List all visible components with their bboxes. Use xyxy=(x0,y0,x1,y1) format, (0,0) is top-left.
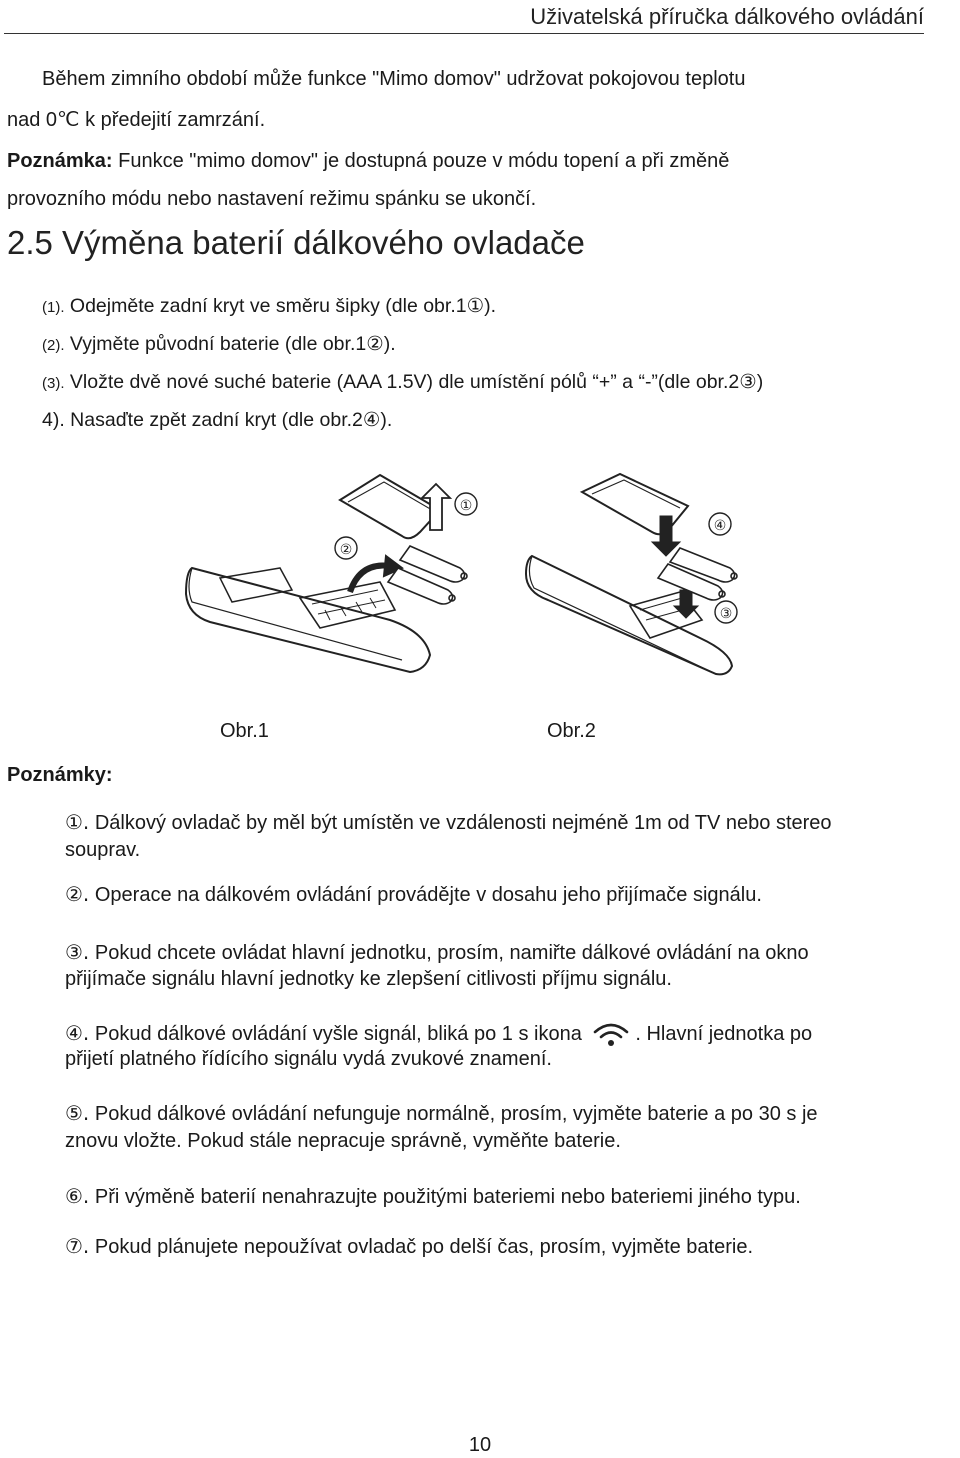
intro-line-2: nad 0℃ k předejití zamrzání. xyxy=(7,109,266,131)
signal-icon xyxy=(589,1020,633,1048)
figure-2-remote-battery-insertion xyxy=(520,470,790,700)
note-1-line-2: souprav. xyxy=(65,839,141,861)
step-2: (2). Vyjměte původní baterie (dle obr.1②). xyxy=(42,332,396,355)
section-title: 2.5 Výměna baterií dálkového ovladače xyxy=(7,224,585,261)
figure-1-remote-battery-removal xyxy=(180,470,500,690)
note-5-line-2: znovu vložte. Pokud stále nepracuje správně, vyměňte baterie. xyxy=(65,1130,621,1152)
intro-line-1: Během zimního období může funkce "Mimo domov" udržovat pokojovou teplotu xyxy=(42,68,746,90)
intro-note xyxy=(7,150,729,173)
figure-1-marker-1: ① xyxy=(459,498,473,514)
step-4: 4). Nasaďte zpět zadní kryt (dle obr.2④). xyxy=(42,408,393,431)
running-header: Uživatelská příručka dálkového ovládání xyxy=(530,4,924,29)
note-4-line-2: přijetí platného řídícího signálu vydá zvukové znamení. xyxy=(65,1048,552,1070)
note-3: ③. Pokud chcete ovládat hlavní jednotku, prosím, namiřte dálkové ovládání na okno xyxy=(65,940,809,964)
figure-2-marker-3: ③ xyxy=(719,606,733,622)
note-text: Funkce "mimo domov" je dostupná pouze v módu topení a při změně xyxy=(112,150,730,172)
figure-1-marker-2: ② xyxy=(339,542,353,558)
page-number: 10 xyxy=(468,1434,492,1456)
step-3: (3). Vložte dvě nové suché baterie (AAA 1.5V) dle umístění pólů “+” a “-”(dle obr.2③) xyxy=(42,370,764,393)
note-6: ⑥. Při výměně baterií nenahrazujte použitými bateriemi nebo bateriemi jiného typu. xyxy=(65,1184,801,1208)
figure-2-caption: Obr.2 xyxy=(547,720,596,742)
note-4: ④. Pokud dálkové ovládání vyšle signál, bliká po 1 s ikona . Hlavní jednotka po xyxy=(65,1020,812,1048)
header-rule xyxy=(4,33,924,34)
note-1: ①. Dálkový ovladač by měl být umístěn ve vzdálenosti nejméně 1m od TV nebo stereo xyxy=(65,810,832,834)
notes-heading: Poznámky: xyxy=(7,764,113,786)
figure-1-caption: Obr.1 xyxy=(220,720,269,742)
figure-2-marker-4: ④ xyxy=(713,518,727,534)
note-2: ②. Operace na dálkovém ovládání provádějte v dosahu jeho přijímače signálu. xyxy=(65,882,762,906)
note-3-line-2: přijímače signálu hlavní jednotky ke zlepšení citlivosti příjmu signálu. xyxy=(65,968,672,990)
note-5: ⑤. Pokud dálkové ovládání nefunguje normálně, prosím, vyjměte baterie a po 30 s je xyxy=(65,1101,818,1125)
step-1: (1). Odejměte zadní kryt ve směru šipky (dle obr.1①). xyxy=(42,294,496,317)
note-7: ⑦. Pokud plánujete nepoužívat ovladač po delší čas, prosím, vyjměte baterie. xyxy=(65,1234,754,1258)
intro-note-line-2: provozního módu nebo nastavení režimu spánku se ukončí. xyxy=(7,188,537,210)
note-label: Poznámka: xyxy=(7,150,113,172)
